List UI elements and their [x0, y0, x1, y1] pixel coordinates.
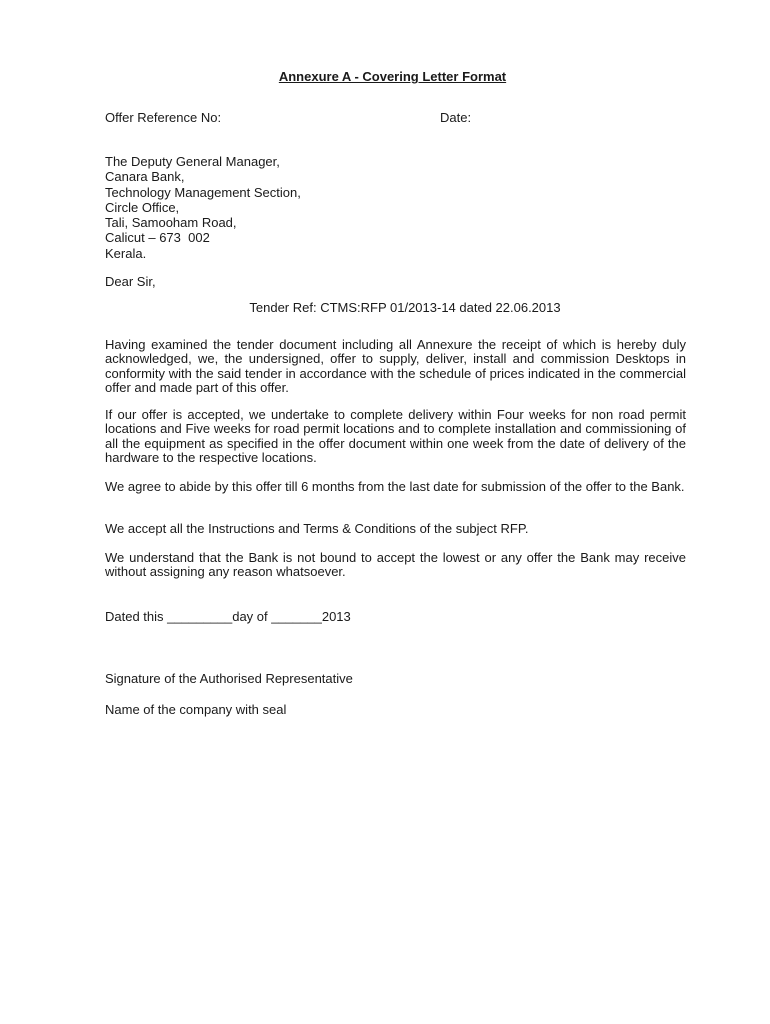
address-line: Tali, Samooham Road,	[105, 215, 237, 231]
address-line: Calicut – 673 002	[105, 230, 210, 246]
date-label: Date:	[440, 110, 472, 125]
dated-line: Dated this _________day of _______2013	[105, 609, 351, 624]
body-paragraph: We agree to abide by this offer till 6 months from the last date for submission of the offer to the Bank.	[105, 479, 685, 494]
body-paragraph: If our offer is accepted, we undertake to complete delivery within Four weeks for non road permit locations and Five weeks for road permit locations and to complete installation and commissioning of all the equipment as specified in the offer document within one week from the date of delivery of the hardware to the respective locations.	[105, 407, 686, 465]
address-line: Technology Management Section,	[105, 184, 301, 200]
address-line: Circle Office,	[105, 199, 180, 215]
document-title: Annexure A - Covering Letter Format	[278, 69, 507, 84]
address-line: The Deputy General Manager,	[105, 154, 280, 169]
address-line: Canara Bank,	[105, 169, 185, 185]
recipient-address	[105, 154, 301, 261]
address-line: Kerala.	[105, 245, 147, 261]
body-paragraph: Having examined the tender document including all Annexure the receipt of which is hereby duly acknowledged, we, the undersigned, offer to supply, deliver, install and commission Desktops in conformity with the said tender in accordance with the schedule of prices indicated in the commercial offer and made part of this offer.	[105, 337, 686, 395]
salutation: Dear Sir,	[105, 274, 156, 289]
offer-reference-label: Offer Reference No:	[105, 110, 222, 125]
signature-line: Signature of the Authorised Representative	[105, 671, 353, 686]
body-paragraph: We understand that the Bank is not bound to accept the lowest or any offer the Bank may receive without assigning any reason whatsoever.	[105, 550, 686, 580]
body-paragraph: We accept all the Instructions and Terms & Conditions of the subject RFP.	[105, 521, 529, 536]
company-seal-line: Name of the company with seal	[105, 702, 287, 717]
tender-reference: Tender Ref: CTMS:RFP 01/2013-14 dated 22.06.2013	[249, 300, 561, 315]
reference-row	[105, 110, 685, 126]
